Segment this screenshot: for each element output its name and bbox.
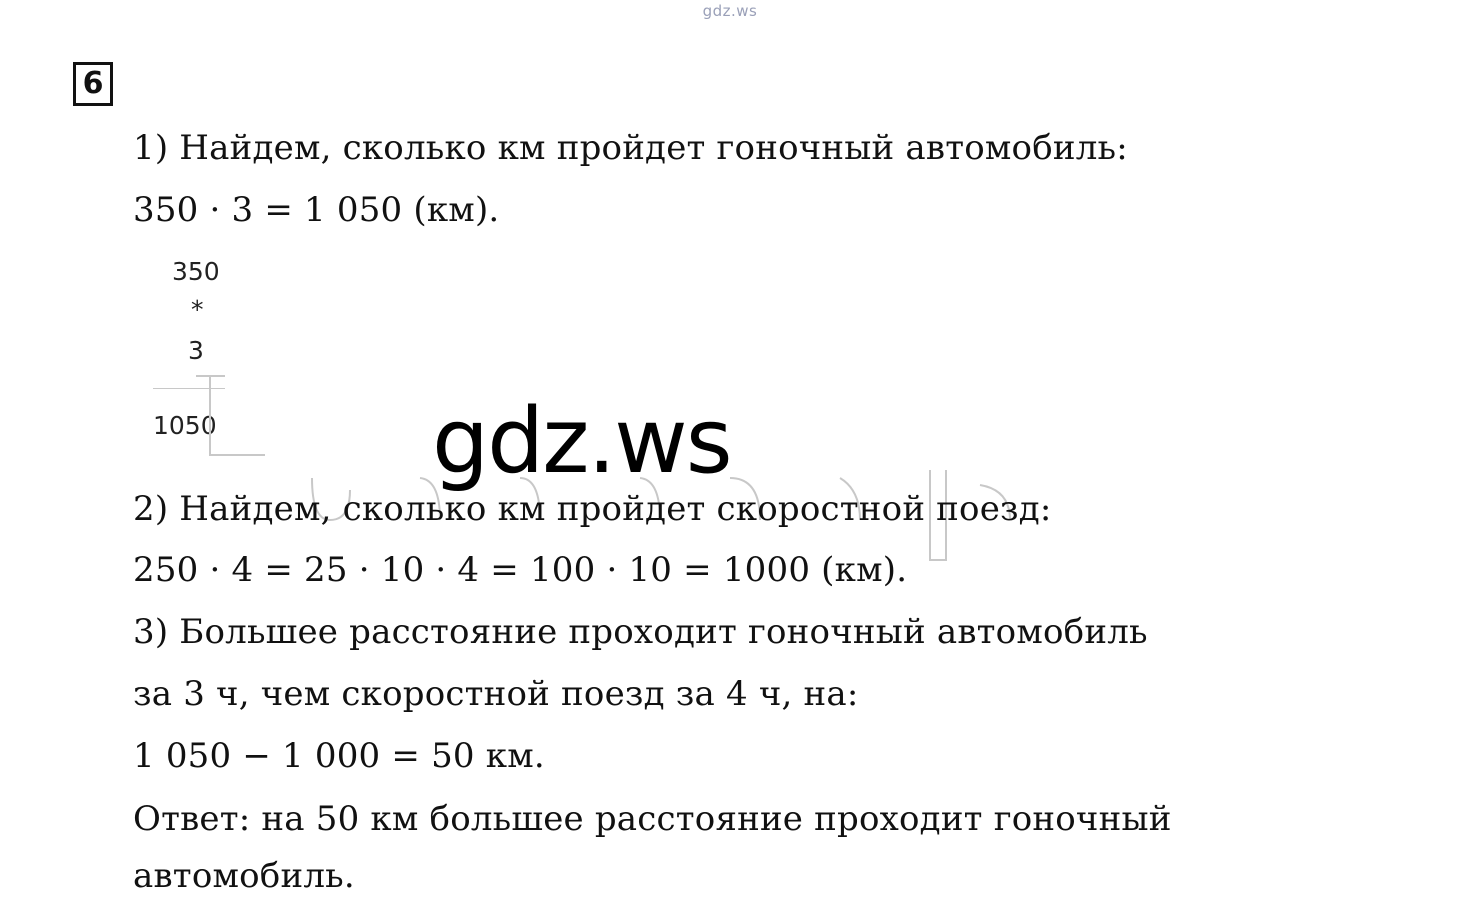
solution-line-2: 350 · 3 = 1 050 (км). xyxy=(133,190,500,230)
solution-line-3: 2) Найдем, сколько км пройдет скоростной поезд: xyxy=(133,489,1052,529)
column-operator: * xyxy=(191,295,204,324)
top-watermark: gdz.ws xyxy=(702,2,758,20)
center-watermark: gdz.ws xyxy=(432,389,731,494)
solution-line-5: 3) Большее расстояние проходит гоночный автомобиль xyxy=(133,612,1148,652)
solution-line-7: 1 050 − 1 000 = 50 км. xyxy=(133,736,545,776)
column-multiplier: 3 xyxy=(188,336,204,365)
solution-line-6: за 3 ч, чем скоростной поезд за 4 ч, на: xyxy=(133,674,859,714)
solution-line-1: 1) Найдем, сколько км пройдет гоночный автомобиль: xyxy=(133,128,1128,168)
column-multiplicand: 350 xyxy=(172,257,220,286)
column-result: 1050 xyxy=(153,411,217,440)
task-number-box: 6 xyxy=(73,62,113,106)
answer-line-2: автомобиль. xyxy=(133,856,355,896)
solution-line-4: 250 · 4 = 25 · 10 · 4 = 100 · 10 = 1000 (км). xyxy=(133,550,908,590)
answer-line-1: Ответ: на 50 км большее расстояние проходит гоночный xyxy=(133,799,1172,839)
